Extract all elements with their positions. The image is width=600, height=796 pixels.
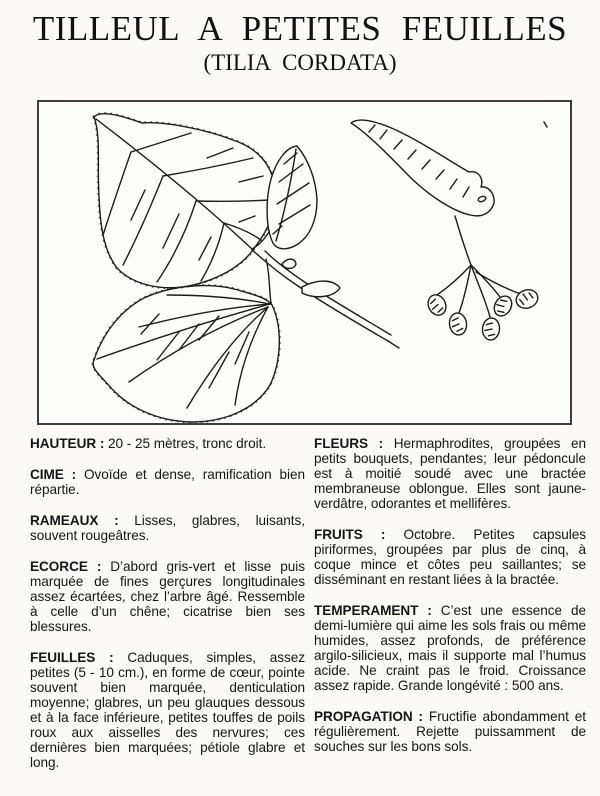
- bract-and-fruits: [351, 120, 547, 341]
- section-label: RAMEAUX :: [30, 513, 119, 528]
- leaf-large-lower: [93, 286, 279, 422]
- section-label: HAUTEUR :: [30, 436, 105, 451]
- section-feuilles: [30, 650, 305, 770]
- section-hauteur: [30, 436, 305, 451]
- page-title: TILLEUL A PETITES FEUILLES: [32, 9, 568, 48]
- section-label: CIME :: [30, 467, 77, 482]
- section-fruits: [314, 527, 586, 587]
- fruit: [491, 293, 515, 319]
- botanical-illustration: [39, 102, 570, 423]
- section-text: D’abord gris-vert et lisse puis marquée de fines gerçures longitudinales assez écartées, chez l’arbre âgé. Ressemble à celle d’un chêne; cicatrise bien ses blessures.: [30, 559, 305, 634]
- section-fleurs: [314, 436, 586, 511]
- peduncle: [455, 216, 471, 265]
- section-text: Fructifie abondamment et régulièrement. Rejette puissamment de souches sur les bons sols.: [314, 709, 586, 754]
- section-text: Hermaphrodites, groupées en petits bouquets, pendantes; leur pédoncule est à moitié soudé avec une bractée membraneuse oblongue. Elles sont jaune-verdâtre, odorantes et mellifères.: [314, 436, 586, 511]
- section-temperament: [314, 603, 586, 693]
- page-subtitle: (TILIA CORDATA): [203, 50, 397, 75]
- right-column: [314, 436, 586, 770]
- section-text: Caduques, simples, assez petites (5 - 10 cm.), en forme de cœur, pointe souvent bien marquée, denticulation moyenne; glabres, un peu glauques dessous et à la face inférieure, petites touffes de poils roux aux aisselles des nervures; ces dernières bien marquées; pétiole glabre et long.: [30, 650, 306, 770]
- section-text: Lisses, glabres, luisants, souvent rougeâtres.: [30, 513, 305, 543]
- section-propagation: [314, 709, 586, 754]
- leaf-small: [267, 146, 317, 249]
- section-cime: [30, 467, 305, 497]
- section-text: Octobre. Petites capsules piriformes, groupées par plus de cinq, à coque mince et côtes peu saillantes; se disséminant en restant liées à la bractée.: [314, 527, 586, 587]
- section-label: FRUITS :: [314, 527, 386, 542]
- section-text: 20 - 25 mètres, tronc droit.: [104, 436, 267, 451]
- left-column: [30, 436, 305, 786]
- fruit: [425, 292, 449, 318]
- fruit: [514, 287, 541, 311]
- fruit: [448, 312, 468, 336]
- section-text: Ovoïde et dense, ramification bien répartie.: [30, 467, 305, 497]
- section-label: FEUILLES :: [30, 650, 114, 665]
- section-rameaux: [30, 513, 305, 543]
- illustration-frame: [37, 100, 572, 425]
- section-label: ECORCE :: [30, 559, 102, 574]
- fruit: [482, 317, 501, 340]
- text-columns: [30, 436, 586, 786]
- section-ecorce: [30, 559, 305, 634]
- section-label: FLEURS :: [314, 436, 384, 451]
- section-label: PROPAGATION :: [314, 709, 423, 724]
- section-text: C’est une essence de demi-lumière qui aime les sols frais ou même humides, assez profonds, de préférence argilo-silicieux, mais il supporte mal l’humus acide. Ne craint pas le froid. Croissance assez rapide. Grande longévité : 500 ans.: [314, 603, 586, 693]
- leaf-large-upper: [94, 114, 275, 288]
- section-label: TEMPERAMENT :: [314, 603, 432, 618]
